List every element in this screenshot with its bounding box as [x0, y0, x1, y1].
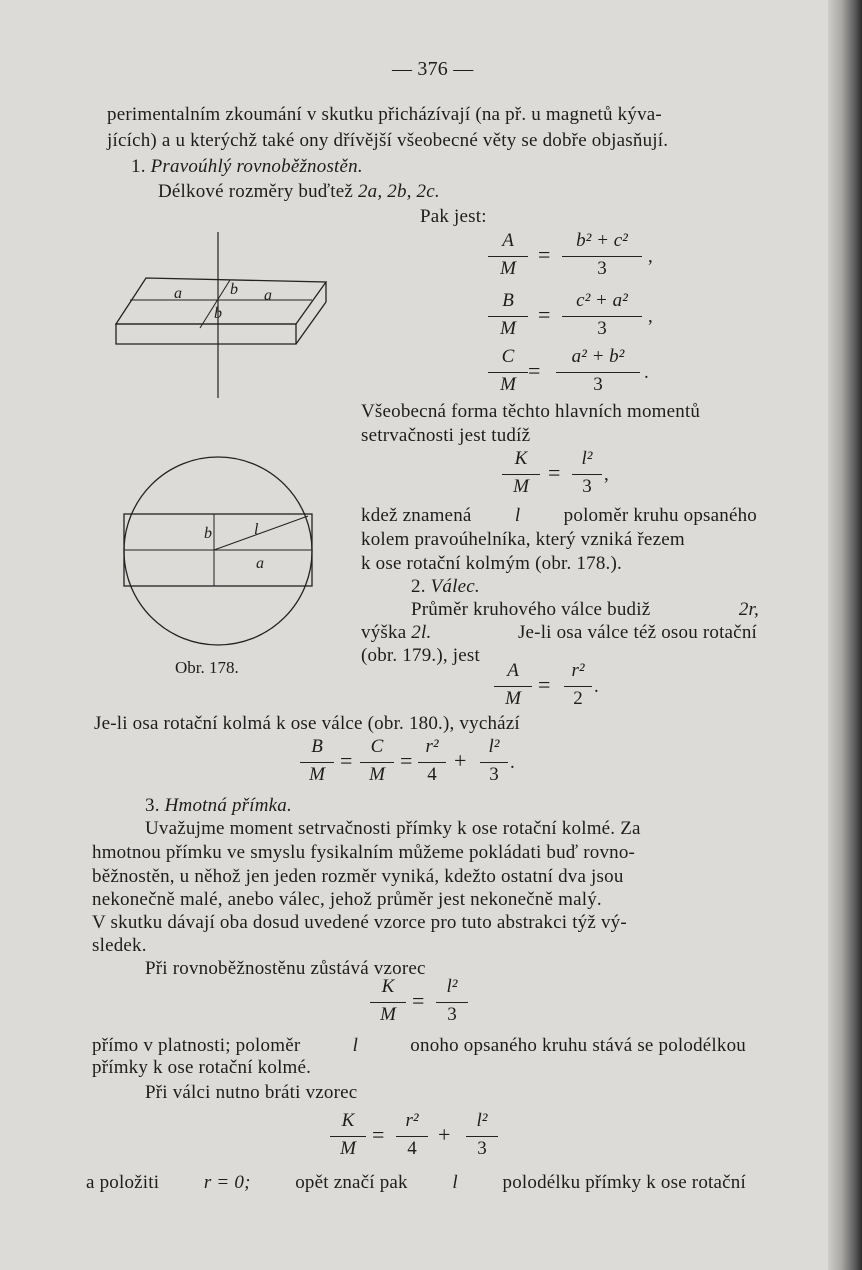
text-line: Při válci nutno bráti vzorec [145, 1082, 358, 1103]
label-b: b [230, 281, 238, 298]
text-line: Při rovnoběžnostěnu zůstává vzorec [145, 958, 426, 979]
text-line: Pak jest: [420, 206, 487, 227]
section-heading [131, 156, 363, 178]
text-line: přímo v platnosti; poloměr l onoho opsaného kruhu stává se polodélkou [92, 1035, 746, 1056]
text-line: Uvažujme moment setrvačnosti přímky k ose rotační kolmé. Za [145, 818, 641, 839]
punctuation: . [594, 676, 599, 697]
figure-caption: Obr. 178. [175, 658, 239, 677]
label-a: a [256, 555, 264, 572]
text-line: Délkové rozměry buďtež 2a, 2b, 2c. [158, 181, 440, 202]
text-line: (obr. 179.), jest [361, 645, 480, 666]
section-number: 1. [131, 156, 146, 177]
equals-sign: = [528, 358, 541, 383]
page-number: — 376 — [392, 58, 474, 80]
label-b: b [214, 305, 222, 322]
text-line: a položiti r = 0; opět značí pak l polodélku přímky k ose rotační [86, 1172, 746, 1193]
punctuation: . [644, 362, 649, 383]
text-line: k ose rotační kolmým (obr. 178.). [361, 553, 622, 574]
punctuation: , [604, 464, 609, 485]
equals-sign: = [340, 748, 353, 773]
section-number: 3. [145, 795, 160, 816]
plus-sign: + [438, 1122, 451, 1147]
label-a: a [264, 287, 272, 304]
section-title: Hmotná přímka. [164, 795, 292, 816]
punctuation: , [648, 306, 653, 327]
plus-sign: + [454, 748, 467, 773]
text-line: výška 2l. Je-li osa válce též osou rotační [361, 622, 757, 643]
section-heading [411, 576, 480, 598]
section-heading [145, 795, 292, 817]
figure-178 [100, 228, 340, 668]
text-line: V skutku dávají oba dosud uvedené vzorce pro tuto abstrakci týž vý- [92, 912, 627, 933]
equals-sign: = [548, 460, 561, 485]
text-line: Všeobecná forma těchto hlavních momentů [361, 401, 701, 422]
text-line: běžnostěn, u něhož jen jeden rozměr vyniká, kdežto ostatní dva jsou [92, 866, 624, 887]
punctuation: . [510, 752, 515, 773]
text-line: hmotnou přímku ve smyslu fysikalním můžeme pokládati buď rovno- [92, 842, 636, 863]
equals-sign: = [538, 242, 551, 267]
equals-sign: = [538, 302, 551, 327]
section-title: Válec. [430, 576, 480, 597]
equals-sign: = [412, 988, 425, 1013]
text-line: přímky k ose rotační kolmé. [92, 1057, 312, 1078]
text-line: perimentalním zkoumání v skutku přicházívají (na př. u magnetů kýva- [107, 104, 662, 125]
equals-sign: = [400, 748, 413, 773]
label-b: b [204, 525, 212, 542]
text-line: kdež znamená l poloměr kruhu opsaného [361, 505, 757, 526]
text-line: kolem pravoúhelníka, který vzniká řezem [361, 529, 685, 550]
label-a: a [174, 285, 182, 302]
equals-sign: = [372, 1122, 385, 1147]
section-title: Pravoúhlý rovnoběžnostěn. [150, 156, 363, 177]
label-l: l [254, 521, 259, 538]
text-line: setrvačnosti jest tudíž [361, 425, 531, 446]
punctuation: , [648, 246, 653, 267]
section-number: 2. [411, 576, 426, 597]
text-line: sledek. [92, 935, 147, 956]
text-line: Je-li osa rotační kolmá k ose válce (obr. 180.), vychází [94, 713, 520, 734]
text-line: nekonečně malé, anebo válec, jehož průměr jest nekonečně malý. [92, 889, 602, 910]
text-line: jících) a u kterýchž také ony dřívější všeobecné věty se dobře objasňují. [107, 130, 669, 151]
equals-sign: = [538, 672, 551, 697]
text-line: Průměr kruhového válce budiž 2r, [411, 599, 759, 620]
book-binding [828, 0, 862, 1270]
